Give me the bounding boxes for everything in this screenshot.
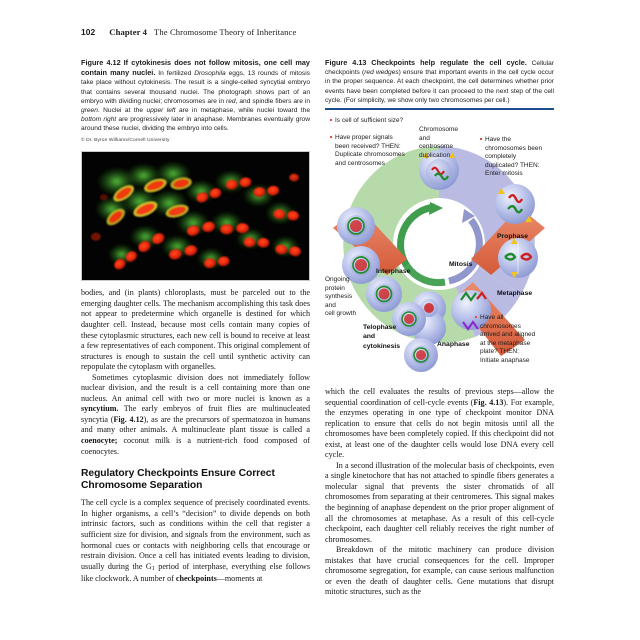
label-cell-growth [325, 276, 365, 319]
label-telophase [363, 323, 407, 351]
figure-413-caption [325, 58, 554, 105]
left-body-text [81, 288, 310, 457]
micrograph-canvas [82, 152, 309, 280]
left-body-text-2 [81, 498, 310, 584]
label-duplication-l2: and [419, 134, 430, 142]
p3-text-d: —moments at [216, 574, 263, 584]
checkpoint-g1-text2: Have proper signals been received? THEN: Duplicate chromosomes and centrosomes [335, 134, 405, 167]
bullet-icon-g2 [480, 138, 482, 140]
figure-413-number: Figure 4.13 [325, 58, 367, 67]
label-duplication [419, 126, 467, 160]
paragraph-syncytium [81, 373, 310, 457]
label-interphase: Interphase [376, 268, 411, 276]
running-head [81, 27, 296, 37]
bullet-icon-g1a [330, 119, 332, 121]
figure-412-credit: © Dr. Byron Williams/Cornell University [81, 138, 170, 144]
label-anaphase: Anaphase [437, 341, 470, 349]
figure-412-text-3: , and spindle fibers are in [235, 97, 310, 105]
figure-412-text-2: eggs, 13 rounds of mitosis take place without cytokinesis. The result is a single-celled syncytial embryo that contains several thousand nuclei. The photograph shows part of an embryo with dividing nuclei; chromosomes are in [81, 70, 310, 105]
figure-412-title: If cytokinesis does not follow mitosis, one cell may contain many nuclei. [81, 58, 310, 78]
p2-text-c: The early embryos of fruit flies are multinucleated syncytia ( [81, 404, 310, 424]
figure-413-diagram [325, 108, 554, 385]
figure-ref-412: Fig. 4.12 [113, 414, 144, 424]
figure-412-text-5: are in metaphase, while nuclei toward the [175, 107, 310, 115]
label-telophase-l3: cytokinesis [363, 342, 401, 350]
figure-412-micrograph [81, 151, 310, 281]
checkpoint-metaphase-text: Have all chromosomes arrived and aligned at the metaphase plate? THEN: Initiate anaphase [480, 314, 536, 364]
figure-412-italic-1: Drosophila [194, 70, 226, 78]
right-column [325, 58, 554, 598]
cell-metaphase [498, 238, 538, 278]
figure-412-text-6: are progressively later in anaphase. Membranes eventually grow around these nuclei, dividing the embryo into cells. [81, 116, 310, 133]
cell-prophase [495, 184, 535, 224]
p2-text-e: ), as are the precursors of spermatozoa in humans and many other animals. A multinucleate plant tissue is called a [81, 414, 310, 435]
figure-412-italic-2: red [226, 97, 236, 105]
figure-412-italic-3: green [81, 107, 98, 115]
r1-text-c: ). For example, the enzymes operating in one type of checkpoint monitor DNA replication to ensure that cells do not begin mitosis until all the chromosomes have been completely copied. If this checkpoint did not exist, at least one of the daughter cells would lose DNA every cell cycle. [325, 397, 555, 460]
figure-412-caption [81, 58, 310, 145]
term-coenocyte: coenocyte; [81, 435, 118, 445]
g1-subscript: 1 [151, 565, 155, 572]
paragraph-kinetochore: In a second illustration of the molecular basis of checkpoints, even a single kinetochore that has not attached to spindle fibers generates a molecular signal that prevents the sister chromatids of all chromosomes from separating at their centromeres. This signal makes the beginning of anaphase dependent on the prior proper alignment of all the chromosomes at metaphase. As a result of this cell-cycle checkpoint, each daughter cell reliably receives the right number of chromosomes. [325, 460, 554, 544]
figure-412-number: Figure 4.12 [81, 58, 121, 67]
left-column [81, 58, 310, 585]
label-prophase: Prophase [497, 233, 528, 241]
label-growth-l1: Ongoing [325, 276, 350, 284]
figure-ref-413: Fig. 4.13 [473, 397, 504, 407]
label-telophase-l2: and [363, 333, 376, 341]
label-mitosis: Mitosis [449, 261, 473, 269]
p2-text-a: Sometimes cytoplasmic division does not immediately follow nuclear division, and the result is a cell containing more than one nucleus. An animal cell with two or more nuclei is known as a [81, 372, 310, 403]
figure-412-italic-4: upper left [146, 107, 176, 115]
figure-413-text-1: Cellular checkpoints ( [325, 60, 554, 77]
checkpoint-g1-line2 [335, 134, 409, 168]
figure-412-text-4: . Nuclei at the [97, 107, 147, 115]
page-number: 102 [81, 27, 96, 37]
label-duplication-l1: Chromosome [419, 126, 459, 134]
paragraph-cell-cycle [81, 498, 310, 584]
checkpoint-g1-text1: Is cell of sufficient size? [335, 117, 404, 125]
checkpoint-g1-line1 [335, 117, 405, 126]
label-growth-l5: cell growth [325, 310, 357, 318]
label-metaphase: Metaphase [497, 290, 533, 298]
paragraph-checkpoint-dna [325, 387, 554, 461]
term-checkpoints: checkpoints [175, 574, 217, 584]
r1-text-a: which the cell evaluates the results of previous steps—allow the sequential coordination of cell-cycle events ( [325, 387, 554, 407]
figure-413-italic-1: red wedges [364, 69, 399, 77]
p3-text-b: period of interphase, everything else follows like clockwork. A number of [81, 561, 310, 584]
figure-412-italic-5: bottom right [81, 116, 117, 124]
checkpoint-metaphase [480, 314, 538, 366]
chapter-label: Chapter 4 [109, 27, 148, 37]
p2-text-g: coconut milk is a nutrient-rich food composed of coenocytes. [81, 435, 310, 456]
label-growth-l3: synthesis [325, 293, 353, 301]
cell-daughter [404, 338, 438, 372]
checkpoint-g2-text: Have the chromosomes been completely duplicated? THEN: Enter mitosis [485, 136, 543, 178]
figure-413-rule [325, 108, 554, 110]
right-body-text [325, 387, 554, 598]
label-duplication-l3: centrosome [419, 143, 453, 151]
bullet-icon-meta [475, 316, 477, 318]
figure-413-title: Checkpoints help regulate the cell cycle. [371, 58, 527, 67]
paragraph-breakdown: Breakdown of the mitotic machinery can produce division mistakes that have crucial consequences for the cell. Improper chromosome segregation, for example, can cause serious malfunction or even the death of daughter cells. Gene mutations that disrupt mitotic structures, such as the [325, 545, 554, 597]
chapter-title: The Chromosome Theory of Inheritance [154, 27, 297, 37]
paragraph-organelles: bodies, and (in plants) chloroplasts, must be parceled out to the emerging daughter cells. The mechanism accomplishing this task does not appear to predetermine which organelle is destined for which daughter cell. Instead, because most cells contain many copies of these cytoplasmic structures, each new cell is bound to receive at least a few representatives of each component. This original complement of structures is enough to sustain the cell until synthetic activity can repopulate the cytoplasm with organelles. [81, 288, 310, 372]
term-syncytium: syncytium. [81, 404, 119, 414]
figure-413-text-2: ) ensure that important events in the cell cycle occur in the proper sequence. At each checkpoint, the cell determines whether prior events have been completed before it can proceed to the next step of the cell cycle. (For simplicity, we show only two chromosomes per cell.) [325, 69, 554, 104]
cell-g1 [337, 207, 375, 245]
figure-412-text-1: In fertilized [155, 70, 195, 78]
cell-g2 [366, 276, 402, 312]
p3-text-a: The cell cycle is a complex sequence of precisely coordinated events. In higher organisms, a cell’s “decision” to divide depends on both intrinsic factors, such as conditions within the cell that register a sufficient size for division, and signals from the environment, such as hormonal cues or contacts with neighboring cells that encourage or restrain division. Once a cell has initiated events leading to division, usually during the G [81, 498, 310, 571]
bullet-icon-g1b [330, 136, 332, 138]
label-telophase-l1: Telophase [363, 324, 397, 332]
label-growth-l4: and [325, 301, 336, 309]
label-duplication-l4: duplication [419, 151, 451, 159]
checkpoint-g2 [485, 136, 548, 179]
section-heading-regulatory-checkpoints: Regulatory Checkpoints Ensure Correct Chromosome Separation [81, 468, 275, 492]
label-growth-l2: protein [325, 284, 345, 292]
